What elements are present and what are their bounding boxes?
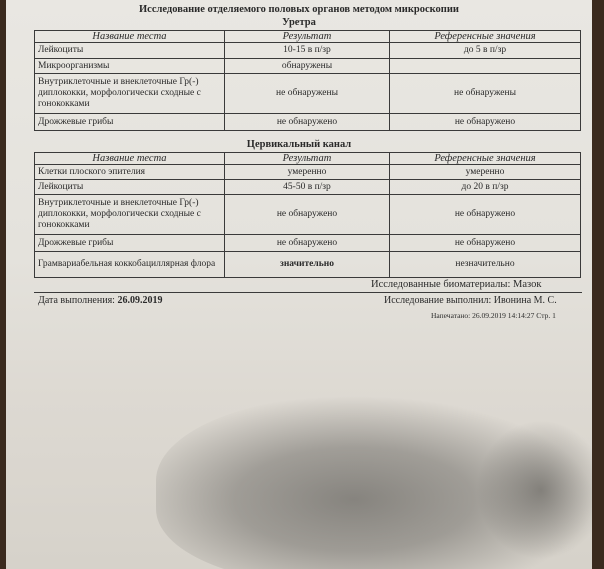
row-reference: [390, 59, 581, 74]
section-cervical-title: Цервикальный канал: [246, 139, 352, 150]
row-test: Внутриклеточные и внеклеточные Гр(-) диплококки, морфологически сходные с гонококками: [35, 74, 225, 114]
row-result: 45-50 в п/зр: [225, 180, 390, 195]
urethra-results-table: [34, 30, 581, 131]
table-row: [35, 43, 581, 59]
row-reference: не обнаружено: [390, 195, 581, 235]
row-reference: не обнаружены: [390, 74, 581, 114]
divider: [34, 292, 582, 293]
row-result: не обнаружено: [225, 114, 390, 131]
row-test: Лейкоциты: [35, 43, 225, 59]
header-test-name: Название теста: [35, 31, 225, 43]
header-result: Результат: [225, 31, 390, 43]
table-row: [35, 114, 581, 131]
row-result: обнаружены: [225, 59, 390, 74]
row-result: умеренно: [225, 165, 390, 180]
row-reference: до 5 в п/зр: [390, 43, 581, 59]
row-result: не обнаружено: [225, 235, 390, 252]
row-result: не обнаружено: [225, 195, 390, 235]
completion-date: [38, 295, 162, 306]
row-result: не обнаружены: [225, 74, 390, 114]
row-reference: не обнаружено: [390, 114, 581, 131]
row-test: Внутриклеточные и внеклеточные Гр(-) диплококки, морфологически сходные с гонококками: [35, 195, 225, 235]
date-label: Дата выполнения:: [38, 295, 115, 306]
date-value: 26.09.2019: [117, 295, 163, 306]
header-reference: Референсные значения: [390, 31, 581, 43]
document-title: Исследование отделяемого половых органов методом микроскопии: [139, 4, 459, 15]
row-test: Грамвариабельная коккобациллярная флора: [35, 252, 225, 278]
table-row: [35, 195, 581, 235]
table-row: [35, 252, 581, 278]
cervical-results-table: [34, 152, 581, 278]
row-reference: до 20 в п/зр: [390, 180, 581, 195]
section-urethra-title: Уретра: [282, 17, 316, 28]
lab-report-sheet: [6, 0, 592, 569]
table-row: [35, 74, 581, 114]
row-result: значительно: [225, 252, 390, 278]
header-reference: Референсные значения: [390, 153, 581, 165]
row-reference: умеренно: [390, 165, 581, 180]
biomaterial-label: Исследованные биоматериалы: Мазок: [371, 279, 542, 290]
header-result: Результат: [225, 153, 390, 165]
row-test: Клетки плоского эпителия: [35, 165, 225, 180]
row-result: 10-15 в п/зр: [225, 43, 390, 59]
table-row: [35, 165, 581, 180]
row-test: Дрожжевые грибы: [35, 235, 225, 252]
row-test: Дрожжевые грибы: [35, 114, 225, 131]
table-header-row: [35, 31, 581, 43]
row-test: Микроорганизмы: [35, 59, 225, 74]
hand-shadow-edge: [476, 420, 592, 560]
row-test: Лейкоциты: [35, 180, 225, 195]
table-header-row: [35, 153, 581, 165]
table-row: [35, 59, 581, 74]
row-reference: незначительно: [390, 252, 581, 278]
executed-by: Исследование выполнил: Ивонина М. С.: [384, 295, 557, 306]
table-row: [35, 180, 581, 195]
printed-timestamp: Напечатано: 26.09.2019 14:14:27 Стр. 1: [431, 311, 556, 320]
header-test-name: Название теста: [35, 153, 225, 165]
table-row: [35, 235, 581, 252]
row-reference: не обнаружено: [390, 235, 581, 252]
